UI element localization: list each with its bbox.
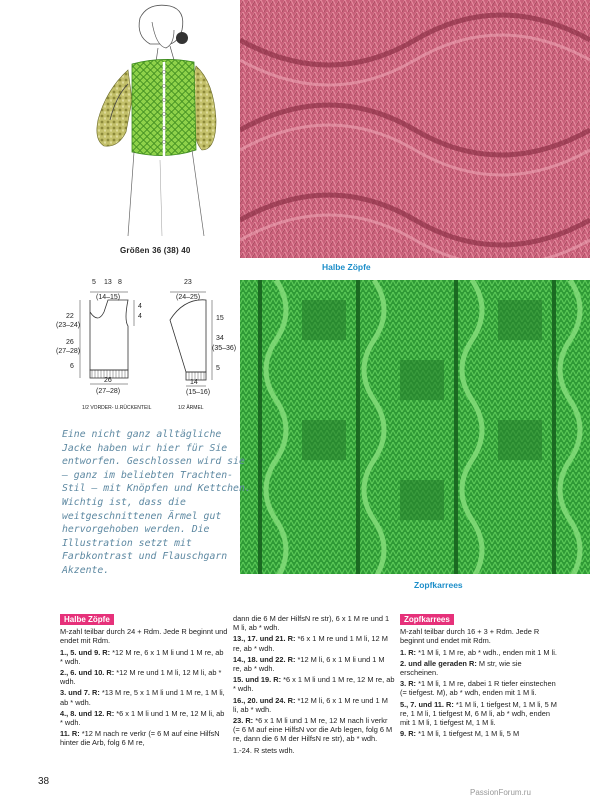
continued-text: dann die 6 M der HilfsN re str), 6 x 1 M re und 1 M li, ab * wdh. bbox=[233, 614, 390, 633]
caption-halbe-zoepfe: Halbe Zöpfe bbox=[322, 262, 371, 272]
section-heading-zopfkarrees: Zopfkarrees bbox=[400, 614, 454, 625]
instruction-row: 9. R: *1 M li, 1 tiefgest M, 1 M li, 5 M bbox=[400, 729, 520, 739]
front-bottom-range: (27–28) bbox=[96, 388, 121, 395]
front-left-3: 26 bbox=[66, 339, 74, 346]
front-left-5: 6 bbox=[70, 363, 74, 370]
section-intro: M-zahl teilbar durch 16 + 3 + Rdm. Jede R beginnt und endet mit Rdm. bbox=[400, 627, 540, 646]
front-caption: 1/2 VORDER- U.RÜCKENTEIL bbox=[82, 405, 152, 411]
front-panel-diagram bbox=[56, 279, 152, 411]
front-bottom: 26 bbox=[104, 377, 112, 384]
instruction-row: 23. R: *6 x 1 M li und 1 M re, 12 M nach li verkr (= 6 M auf eine HilfsN vor die Arb legen, folg 6 M re, dann die 6 M der HilfsN re str), ab * wdh. bbox=[233, 716, 393, 744]
front-left-4: (27–28) bbox=[56, 348, 81, 355]
instruction-row: 3. R: *1 M li, 1 M re, dabei 1 R tiefer einstechen (= tiefgest. M), ab * wdh, enden mit 1 M li. bbox=[400, 679, 556, 698]
page-number: 38 bbox=[38, 776, 50, 787]
instruction-row: 2., 6. und 10. R: *12 M re und 1 M li, 12 M li, ab * wdh. bbox=[60, 668, 222, 687]
knit-photo-zopfkarrees bbox=[240, 280, 590, 574]
instruction-row: 15. und 19. R: *6 x 1 M li und 1 M re, 12 M re, ab * wdh. bbox=[233, 675, 395, 694]
sleeve-right-4: 5 bbox=[216, 365, 220, 372]
sleeve-diagram bbox=[170, 279, 236, 411]
sizes-label: Größen 36 (38) 40 bbox=[120, 246, 191, 255]
instruction-row: 1., 5. und 9. R: *12 M re, 6 x 1 M li und 1 M re, ab * wdh. bbox=[60, 647, 224, 666]
sleeve-top: 23 bbox=[184, 279, 192, 286]
section-heading-halbe-zoepfe: Halbe Zöpfe bbox=[60, 614, 114, 625]
front-top-1: 5 bbox=[92, 279, 96, 286]
instruction-row: 13., 17. und 21. R: *6 x 1 M re und 1 M li, 12 M re, ab * wdh. bbox=[233, 634, 388, 653]
front-top-2: 13 bbox=[104, 279, 112, 286]
sleeve-right-1: 15 bbox=[216, 315, 224, 322]
instruction-row: 3. und 7. R: *13 M re, 5 x 1 M li und 1 M re, 1 M li, ab * wdh. bbox=[60, 688, 225, 707]
intro-paragraph: Eine nicht ganz alltägliche Jacke haben wir hier für Sie entworfen. Geschlossen wird sie – ganz im beliebten Trachten-Stil – mit Knöpfen und Kettchen. Wichtig ist, dass die weitgeschnittenen Ärmel gut hervorgehoben werden. Die Illustration setzt mit Farbkontrast und Flauschgarn Akzente. bbox=[62, 429, 251, 576]
instructions-column-1 bbox=[60, 614, 228, 750]
front-right-1: 4 bbox=[138, 303, 142, 310]
sleeve-caption: 1/2 ÄRMEL bbox=[178, 405, 204, 411]
section-intro: M-zahl teilbar durch 24 + Rdm. Jede R beginnt und endet mit Rdm. bbox=[60, 627, 228, 646]
caption-zopfkarrees: Zopfkarrees bbox=[414, 580, 463, 590]
instruction-row: 16., 20. und 24. R: *12 M li, 6 x 1 M re und 1 M li, ab * wdh. bbox=[233, 695, 388, 714]
front-left-1: 22 bbox=[66, 313, 74, 320]
front-right-2: 4 bbox=[138, 313, 142, 320]
instruction-row: 1. R: *1 M li, 1 M re, ab * wdh., enden mit 1 M li. bbox=[400, 647, 557, 657]
sleeve-right-2: 34 bbox=[216, 335, 224, 342]
sleeve-bottom-range: (15–16) bbox=[186, 389, 211, 396]
instruction-row: 14., 18. und 22. R: *12 M li, 6 x 1 M li und 1 M re, ab * wdh. bbox=[233, 654, 385, 674]
knit-photo-halbe-zoepfe bbox=[240, 0, 590, 258]
sleeve-right-3: (35–36) bbox=[212, 345, 237, 352]
sleeve-bottom: 14 bbox=[190, 379, 198, 386]
fashion-illustration bbox=[70, 0, 240, 240]
size-schematic bbox=[50, 272, 240, 422]
instruction-row: 5., 7. und 11. R: *1 M li, 1 tiefgest M, 1 M li, 5 M re, 1 M li, 1 tiefgest M, 6 M li, ab * wdh, enden mit 1 M li, 1 tiefgest M, 1 M li. bbox=[400, 699, 557, 728]
instruction-row: 11. R: *12 M nach re verkr (= 6 M auf eine HilfsN hinter die Arb, folg 6 M re, bbox=[60, 729, 220, 748]
instructions-column-2 bbox=[233, 614, 395, 757]
front-top-3: 8 bbox=[118, 279, 122, 286]
sleeve-top-range: (24–25) bbox=[176, 294, 201, 301]
front-top-range: (14–15) bbox=[96, 294, 121, 301]
instruction-row: 2. und alle geraden R: M str, wie sie erscheinen. bbox=[400, 658, 522, 678]
instruction-row: 4., 8. und 12. R: *6 x 1 M li und 1 M re, 12 M li, ab * wdh. bbox=[60, 708, 225, 728]
instruction-row: 1.-24. R stets wdh. bbox=[233, 745, 295, 755]
front-left-2: (23–24) bbox=[56, 322, 81, 329]
instructions-column-3 bbox=[400, 614, 560, 740]
site-watermark: PassionForum.ru bbox=[470, 788, 531, 797]
